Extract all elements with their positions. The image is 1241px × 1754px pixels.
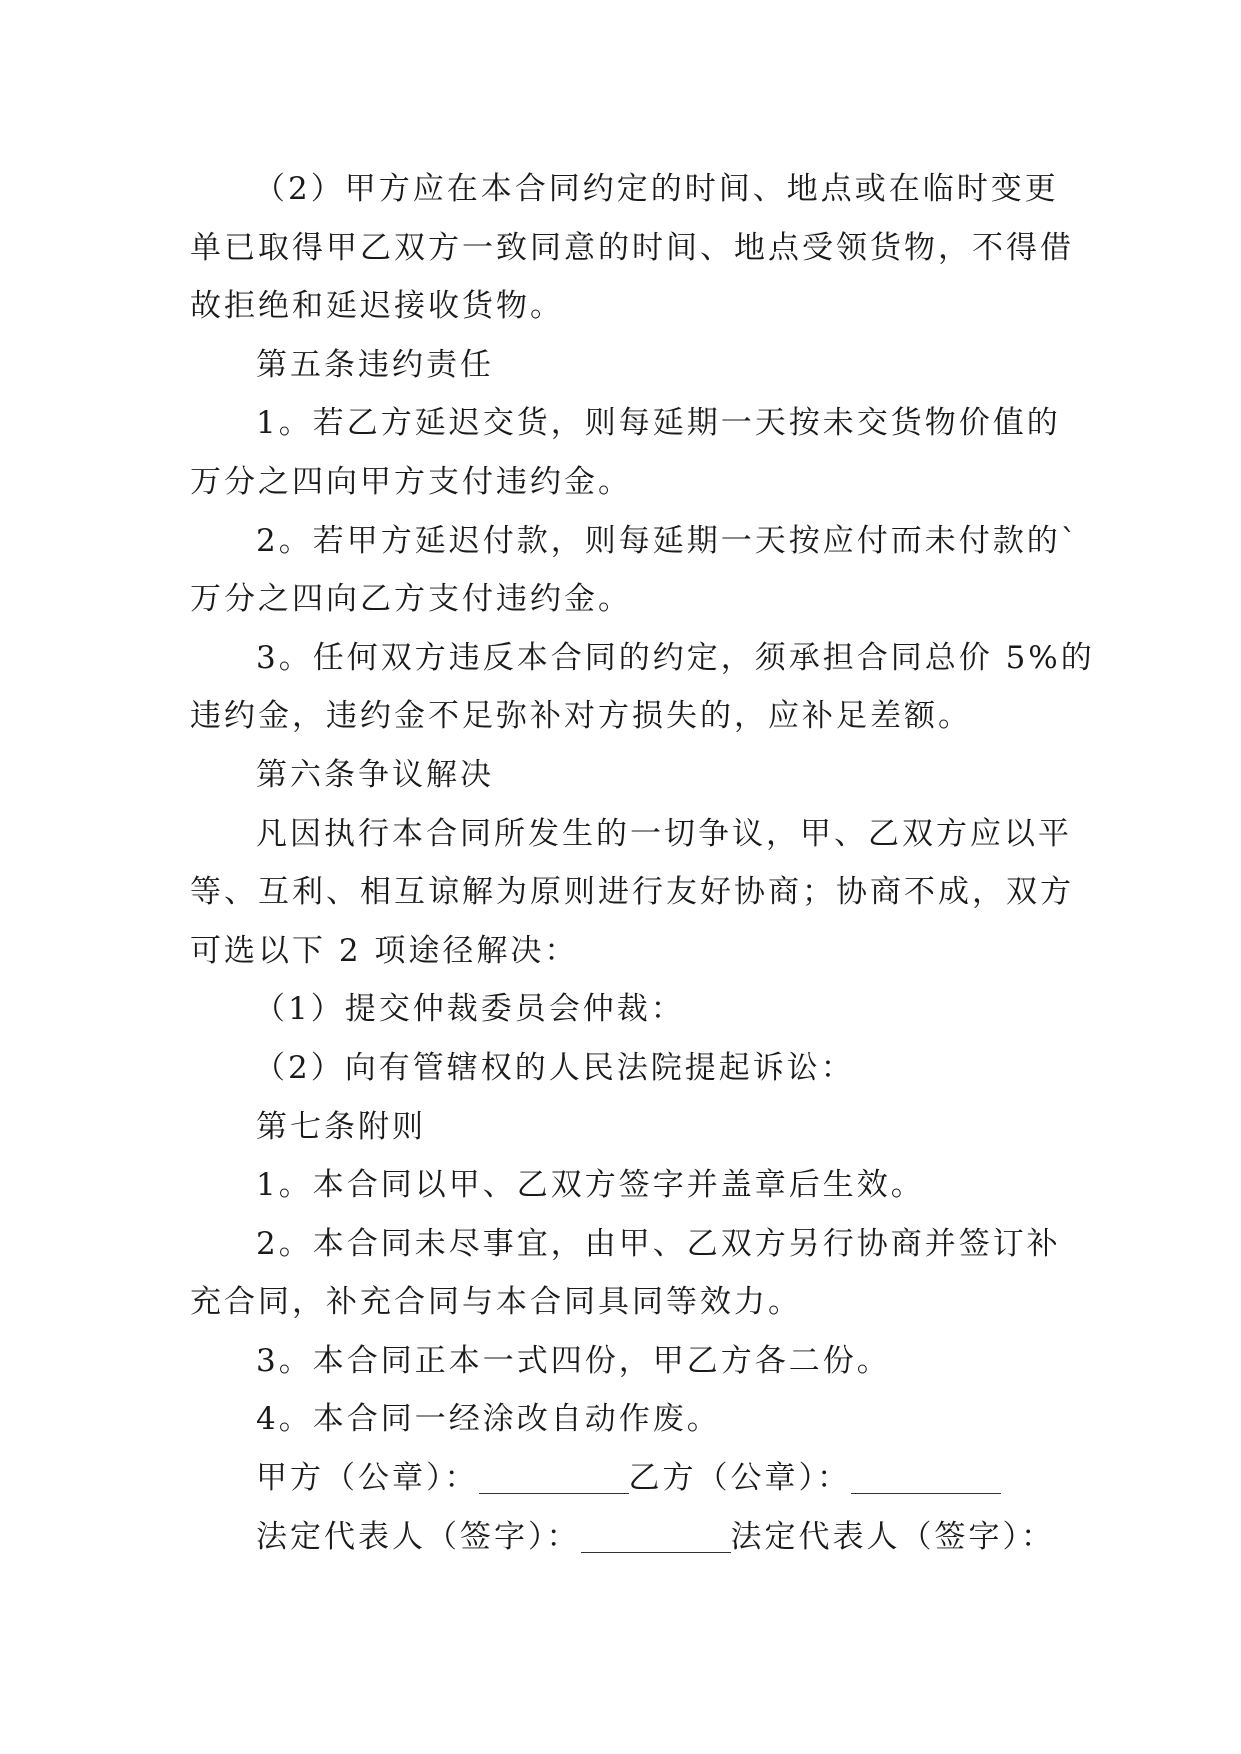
paragraph-line: （2）向有管辖权的人民法院提起诉讼： bbox=[254, 1049, 855, 1086]
party-a-rep-blank bbox=[581, 1522, 731, 1553]
section-heading: 第七条附则 bbox=[256, 1108, 426, 1145]
paragraph-line: 3。本合同正本一式四份，甲乙方各二份。 bbox=[256, 1342, 891, 1379]
paragraph-line: 可选以下 2 项途径解决： bbox=[190, 932, 579, 969]
paragraph-line: 违约金，违约金不足弥补对方损失的，应补足差额。 bbox=[190, 698, 972, 735]
section-heading: 第五条违约责任 bbox=[256, 346, 494, 383]
paragraph-line: 3。任何双方违反本合同的约定，须承担合同总价 5%的 bbox=[256, 639, 1095, 676]
party-b-seal-blank bbox=[851, 1463, 1001, 1494]
document-body bbox=[190, 160, 1095, 1566]
party-b-rep-label: 法定代表人（签字）： bbox=[730, 1518, 1055, 1555]
party-a-rep-label: 法定代表人（签字）： bbox=[256, 1518, 581, 1555]
paragraph-line: （2）甲方应在本合同约定的时间、地点或在临时变更 bbox=[254, 171, 1059, 207]
seal-line bbox=[190, 1449, 1060, 1508]
paragraph-line: 1。本合同以甲、乙双方签字并盖章后生效。 bbox=[256, 1167, 925, 1204]
paragraph-line: 充合同，补充合同与本合同具同等效力。 bbox=[190, 1284, 802, 1321]
party-b-seal-label: 乙方（公章）： bbox=[628, 1460, 851, 1497]
section-heading: 第六条争议解决 bbox=[256, 756, 494, 793]
paragraph-line: 凡因执行本合同所发生的一切争议，甲、乙双方应以平 bbox=[256, 815, 1072, 852]
party-a-seal-label: 甲方（公章）： bbox=[256, 1460, 479, 1497]
paragraph-line: 故拒绝和延迟接收货物。 bbox=[190, 288, 564, 325]
paragraph-line: 2。若甲方延迟付款，则每延期一天按应付而未付款的` bbox=[256, 522, 1080, 559]
paragraph-line: 万分之四向甲方支付违约金。 bbox=[190, 463, 632, 500]
paragraph-line: 1。若乙方延迟交货，则每延期一天按未交货物价值的 bbox=[256, 405, 1061, 442]
paragraph-line: 等、互利、相互谅解为原则进行友好协商；协商不成，双方 bbox=[190, 874, 1074, 911]
paragraph-line: 4。本合同一经涂改自动作废。 bbox=[256, 1401, 721, 1438]
paragraph-line: 2。本合同未尽事宜，由甲、乙双方另行协商并签订补 bbox=[256, 1225, 1061, 1262]
paragraph-line: 万分之四向乙方支付违约金。 bbox=[190, 581, 632, 618]
party-a-seal-blank bbox=[479, 1463, 629, 1494]
paragraph-line: （1）提交仲裁委员会仲裁： bbox=[254, 991, 685, 1028]
paragraph-line: 单已取得甲乙双方一致同意的时间、地点受领货物，不得借 bbox=[190, 229, 1074, 266]
signature-line bbox=[190, 1508, 1060, 1567]
